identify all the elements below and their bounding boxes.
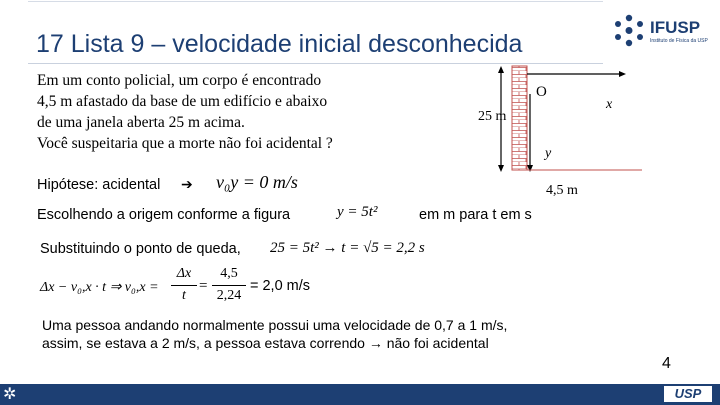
origin-choice-text: Escolhendo a origem conforme a figura (37, 207, 291, 223)
slide-number: 4 (662, 355, 671, 372)
hypothesis-equation: v₀y = 0 m/s (216, 172, 298, 192)
fraction1-numerator: Δx (176, 266, 192, 281)
fraction1-bar (171, 285, 197, 286)
origin-choice-units: em m para t em s (419, 207, 532, 223)
slide-title: 17 Lista 9 – velocidade inicial desconhecida (36, 30, 523, 58)
conclusion (42, 316, 507, 352)
x-axis-label: x (606, 97, 613, 112)
fraction2-numerator: 4,5 (220, 266, 238, 281)
velocity-result: = 2,0 m/s (250, 278, 311, 294)
substitution-equation: 25 = 5t² → t = √5 = 2,2 s (270, 240, 425, 256)
footer-bar (0, 384, 720, 405)
origin-label: O (536, 84, 547, 100)
logo-text: IFUSP (650, 18, 701, 37)
substitution-label: Substituindo o ponto de queda, (40, 241, 241, 257)
top-rule (28, 1, 603, 2)
fraction1-denominator: t (182, 288, 186, 303)
arrow-icon: ➔ (181, 176, 193, 192)
y-axis-label: y (545, 146, 552, 161)
fraction2-denominator: 2,24 (216, 288, 242, 303)
conclusion-line: Uma pessoa andando normalmente possui uma velocidade de 0,7 a 1 m/s, (42, 317, 508, 333)
conclusion-line: assim, se estava a 2 m/s, a pessoa estava correndo → não foi acidental (42, 335, 489, 351)
problem-statement (37, 70, 333, 154)
footer-snowflake-icon: ✲ (3, 386, 17, 403)
problem-line: 4,5 m afastado da base de um edifício e abaixo (37, 93, 328, 110)
ifusp-logo-icon (612, 12, 646, 50)
problem-line: Em um conto policial, um corpo é encontrado (37, 72, 322, 89)
hypothesis-text: Hipótese: acidental (37, 177, 161, 193)
building-wall (512, 66, 527, 170)
usp-logo: USP (664, 386, 712, 402)
equals-sign: = (199, 278, 208, 294)
problem-line: Você suspeitaria que a morte não foi acidental ? (37, 135, 333, 152)
building-diagram (470, 64, 670, 199)
height-label: 25 m (478, 109, 507, 124)
distance-label: 4,5 m (546, 183, 578, 198)
origin-choice-equation: y = 5t² (337, 204, 378, 220)
fraction2-bar (212, 285, 246, 286)
problem-line: de uma janela aberta 25 m acima. (37, 114, 245, 131)
velocity-lhs: Δx − v₀,x · t ⇒ v₀,x = (40, 280, 159, 295)
logo-subtitle: Instituto de Física da USP (650, 38, 708, 44)
